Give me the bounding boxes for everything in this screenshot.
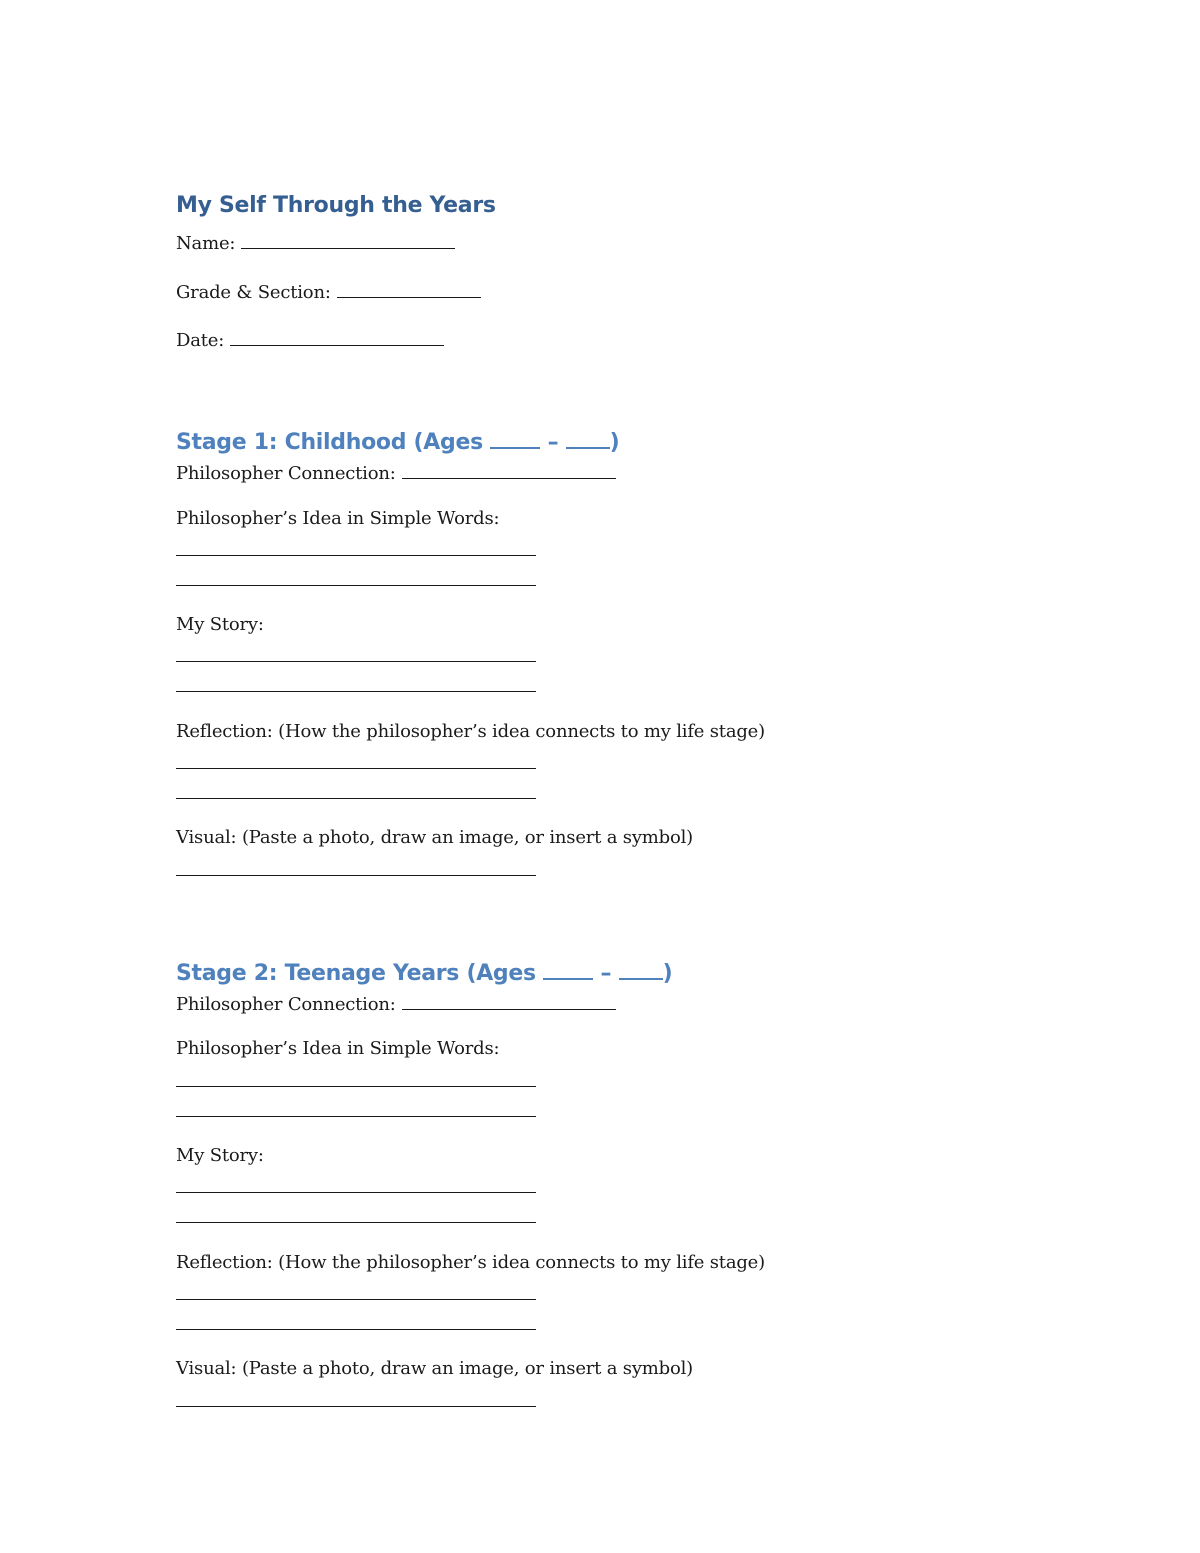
stage-2-idea-line-2[interactable] xyxy=(176,1116,536,1117)
stage-1-age-end-blank[interactable] xyxy=(566,427,610,449)
stage-2-reflection-line-1[interactable] xyxy=(176,1299,536,1300)
date-blank[interactable] xyxy=(230,328,444,346)
stage-2-story-line-1[interactable] xyxy=(176,1192,536,1193)
stage-2-age-start-blank[interactable] xyxy=(543,958,593,980)
grade-section-blank[interactable] xyxy=(337,280,481,298)
stage-1-reflection-label: Reflection: (How the philosopher’s idea connects to my life stage) xyxy=(176,721,765,742)
stage-1-heading-close: ) xyxy=(609,430,620,455)
name-blank[interactable] xyxy=(241,231,455,249)
grade-section-field xyxy=(176,280,481,302)
stage-1-idea-line-1[interactable] xyxy=(176,555,536,556)
stage-2-story-label: My Story: xyxy=(176,1145,264,1166)
stage-1-story-label: My Story: xyxy=(176,614,264,635)
stage-2-heading-text: Stage 2: Teenage Years (Ages xyxy=(176,961,544,986)
stage-1-story-line-2[interactable] xyxy=(176,691,536,692)
name-label: Name: xyxy=(176,233,236,254)
stage-1-story-line-1[interactable] xyxy=(176,661,536,662)
stage-2-heading-close: ) xyxy=(662,961,673,986)
stage-1-age-start-blank[interactable] xyxy=(490,427,540,449)
stage-2-reflection-label: Reflection: (How the philosopher’s idea connects to my life stage) xyxy=(176,1252,765,1273)
stage-2-age-end-blank[interactable] xyxy=(619,958,663,980)
stage-2-philosopher-connection-label: Philosopher Connection: xyxy=(176,994,396,1015)
stage-2-heading-dash: – xyxy=(593,961,619,986)
stage-2-story-line-2[interactable] xyxy=(176,1222,536,1223)
name-field xyxy=(176,231,455,253)
stage-1-heading-dash: – xyxy=(540,430,566,455)
stage-2-visual-line[interactable] xyxy=(176,1406,536,1407)
stage-1-reflection-line-2[interactable] xyxy=(176,798,536,799)
stage-1-heading xyxy=(176,427,619,454)
stage-2-reflection-line-2[interactable] xyxy=(176,1329,536,1330)
stage-1-philosopher-connection xyxy=(176,461,616,483)
stage-2-philosopher-connection-blank[interactable] xyxy=(402,992,616,1010)
date-label: Date: xyxy=(176,330,225,351)
stage-1-philosopher-connection-blank[interactable] xyxy=(402,461,616,479)
document-title: My Self Through the Years xyxy=(176,193,496,218)
stage-1-heading-text: Stage 1: Childhood (Ages xyxy=(176,430,491,455)
stage-2-heading xyxy=(176,958,672,985)
stage-2-visual-label: Visual: (Paste a photo, draw an image, or insert a symbol) xyxy=(176,1358,694,1379)
stage-2-idea-line-1[interactable] xyxy=(176,1086,536,1087)
stage-2-idea-label: Philosopher’s Idea in Simple Words: xyxy=(176,1038,500,1059)
stage-1-idea-label: Philosopher’s Idea in Simple Words: xyxy=(176,508,500,529)
stage-1-visual-line[interactable] xyxy=(176,875,536,876)
date-field xyxy=(176,328,444,350)
stage-1-visual-label: Visual: (Paste a photo, draw an image, or insert a symbol) xyxy=(176,827,694,848)
stage-1-reflection-line-1[interactable] xyxy=(176,768,536,769)
stage-1-philosopher-connection-label: Philosopher Connection: xyxy=(176,463,396,484)
grade-section-label: Grade & Section: xyxy=(176,282,331,303)
stage-1-idea-line-2[interactable] xyxy=(176,585,536,586)
stage-2-philosopher-connection xyxy=(176,992,616,1014)
